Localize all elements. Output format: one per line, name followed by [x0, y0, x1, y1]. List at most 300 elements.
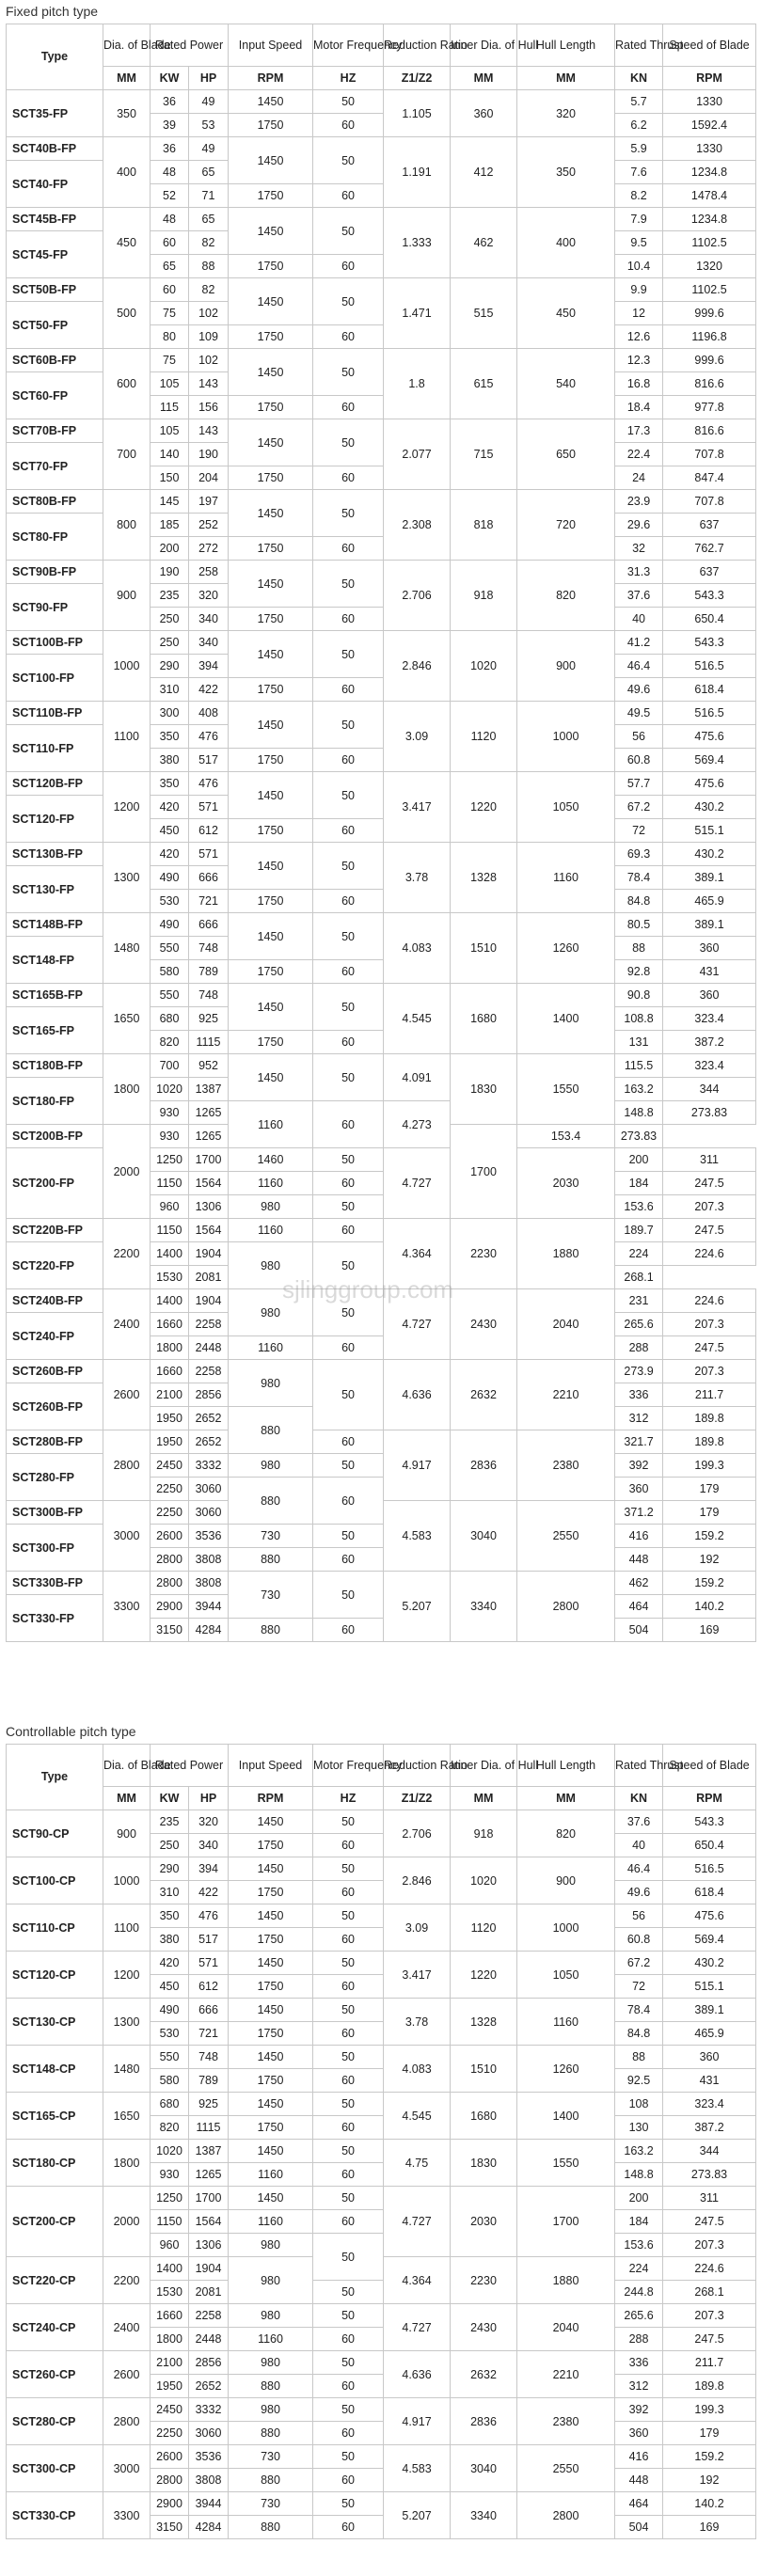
model-type-cell: SCT130-FP [7, 866, 103, 913]
table-cell: 2258 [189, 1313, 229, 1336]
table-cell: 450 [151, 819, 189, 843]
table-cell: 1306 [189, 1195, 229, 1219]
model-type-cell: SCT330-CP [7, 2492, 103, 2539]
table-cell: 145 [151, 490, 189, 514]
table-cell: 48 [151, 161, 189, 184]
table-cell: 4.727 [384, 2304, 451, 2351]
table-cell: 3300 [103, 2492, 151, 2539]
table-cell: 360 [615, 2422, 663, 2445]
table-cell: 36 [151, 137, 189, 161]
table-cell: 2430 [451, 2304, 517, 2351]
model-type-cell: SCT240-FP [7, 1313, 103, 1360]
model-type-cell: SCT300-FP [7, 1525, 103, 1572]
table-cell: 2836 [451, 2398, 517, 2445]
table-cell: 1320 [663, 255, 756, 278]
model-type-cell: SCT45-FP [7, 231, 103, 278]
table-cell: 224.6 [663, 2257, 756, 2281]
table-cell: 550 [151, 937, 189, 960]
table-cell: 1102.5 [663, 278, 756, 302]
table-cell: 60 [313, 396, 384, 419]
table-cell: 475.6 [663, 772, 756, 796]
table-cell: 637 [663, 514, 756, 537]
table-cell: 199.3 [663, 1454, 756, 1478]
table-cell: 1550 [517, 1054, 615, 1125]
table-cell: 880 [229, 1548, 313, 1572]
table-cell: 2632 [451, 1360, 517, 1430]
table-cell: 515 [451, 278, 517, 349]
model-type-cell: SCT90-FP [7, 584, 103, 631]
table-cell: 504 [615, 1619, 663, 1642]
table-cell: 250 [151, 1834, 189, 1857]
table-cell: 2230 [451, 1219, 517, 1289]
table-cell: 40 [615, 608, 663, 631]
table-cell: 235 [151, 584, 189, 608]
table-cell: 1800 [151, 1336, 189, 1360]
table-cell: 1050 [517, 772, 615, 843]
table-cell: 60 [313, 1834, 384, 1857]
table-cell: 2081 [189, 1266, 229, 1289]
table-cell: 50 [313, 208, 384, 255]
table-cell: 1510 [451, 2046, 517, 2093]
model-type-cell: SCT330B-FP [7, 1572, 103, 1595]
table-cell: 1830 [451, 1054, 517, 1125]
table-cell: 543.3 [663, 584, 756, 608]
table-cell: 721 [189, 890, 229, 913]
unit-cell: KW [151, 67, 189, 90]
table-cell: 108.8 [615, 1007, 663, 1031]
table-cell: 60 [313, 325, 384, 349]
table-cell: 1750 [229, 396, 313, 419]
table-cell: 60 [313, 2328, 384, 2351]
unit-cell: Z1/Z2 [384, 67, 451, 90]
table-cell: 153.6 [615, 2234, 663, 2257]
table-cell: 60 [313, 1881, 384, 1904]
table-cell: 2900 [151, 2492, 189, 2516]
table-cell: 516.5 [663, 655, 756, 678]
table-cell: 29.6 [615, 514, 663, 537]
table-cell: 252 [189, 514, 229, 537]
table-cell: 1904 [189, 1242, 229, 1266]
table-cell: 360 [615, 1478, 663, 1501]
model-type-cell: SCT280-CP [7, 2398, 103, 2445]
table-cell: 880 [229, 2422, 313, 2445]
table-cell: 500 [103, 278, 151, 349]
table-cell: 930 [151, 1101, 189, 1125]
table-cell: 569.4 [663, 749, 756, 772]
model-type-cell: SCT165B-FP [7, 984, 103, 1007]
table-row [7, 1360, 756, 1383]
table-cell: 224 [615, 1242, 663, 1266]
table-cell: 9.9 [615, 278, 663, 302]
table-cell: 4.083 [384, 913, 451, 984]
model-type-cell: SCT200-CP [7, 2187, 103, 2257]
table-cell: 1.471 [384, 278, 451, 349]
table-cell: 41.2 [615, 631, 663, 655]
table-cell: 1450 [229, 208, 313, 255]
table-cell: 1750 [229, 608, 313, 631]
table-cell: 2550 [517, 2445, 615, 2492]
table-cell: 109 [189, 325, 229, 349]
table-cell: 490 [151, 913, 189, 937]
table-cell: 50 [313, 137, 384, 184]
table-cell: 977.8 [663, 396, 756, 419]
table-cell: 247.5 [663, 2210, 756, 2234]
table-cell: 2400 [103, 1289, 151, 1360]
table-cell: 1450 [229, 1904, 313, 1928]
table-cell: 918 [451, 1810, 517, 1857]
table-cell: 2600 [151, 2445, 189, 2469]
table-cell: 105 [151, 419, 189, 443]
table-cell: 1115 [189, 2116, 229, 2140]
table-cell: 1387 [189, 1078, 229, 1101]
table-cell: 46.4 [615, 1857, 663, 1881]
table-cell: 50 [313, 984, 384, 1031]
table-cell: 448 [615, 1548, 663, 1572]
table-cell: 18.4 [615, 396, 663, 419]
table-cell: 360 [663, 984, 756, 1007]
table-row [7, 913, 756, 937]
table-cell: 1020 [451, 631, 517, 702]
table-cell: 179 [663, 1501, 756, 1525]
table-cell: 476 [189, 725, 229, 749]
table-cell: 462 [451, 208, 517, 278]
unit-cell: RPM [663, 1787, 756, 1810]
table-cell: 880 [229, 1619, 313, 1642]
header-row [7, 1745, 756, 1787]
table-cell: 268.1 [615, 1266, 663, 1289]
model-type-cell: SCT260B-FP [7, 1383, 103, 1430]
col-blade-speed-header: Speed of Blade [663, 1745, 756, 1787]
model-type-cell: SCT60B-FP [7, 349, 103, 372]
table-cell: 60 [313, 2516, 384, 2539]
model-type-cell: SCT220-CP [7, 2257, 103, 2304]
model-type-cell: SCT35-FP [7, 90, 103, 137]
unit-row [7, 67, 756, 90]
table-cell: 60 [313, 749, 384, 772]
table-cell: 265.6 [615, 1313, 663, 1336]
table-cell: 666 [189, 866, 229, 890]
table-cell: 1234.8 [663, 161, 756, 184]
table-cell: 207.3 [663, 2234, 756, 2257]
table-cell: 105 [151, 372, 189, 396]
table-cell: 1950 [151, 1430, 189, 1454]
table-cell: 67.2 [615, 1952, 663, 1975]
table-row [7, 1999, 756, 2022]
table-cell: 666 [189, 1999, 229, 2022]
table-cell: 52 [151, 184, 189, 208]
model-type-cell: SCT220B-FP [7, 1219, 103, 1242]
model-type-cell: SCT100-FP [7, 655, 103, 702]
table-cell: 2448 [189, 2328, 229, 2351]
table-cell: 153.6 [615, 1195, 663, 1219]
table-cell: 4.917 [384, 2398, 451, 2445]
table-cell: 115 [151, 396, 189, 419]
table-row [7, 137, 756, 161]
table-cell: 707.8 [663, 490, 756, 514]
table-cell: 1450 [229, 2140, 313, 2163]
table-cell: 389.1 [663, 1999, 756, 2022]
table-cell: 1750 [229, 678, 313, 702]
col-hull-length-header: Hull Length [517, 1745, 615, 1787]
table-cell: 247.5 [663, 1172, 756, 1195]
table-cell: 190 [151, 561, 189, 584]
table-cell: 980 [229, 1360, 313, 1407]
table-cell: 3040 [451, 2445, 517, 2492]
table-cell: 571 [189, 843, 229, 866]
table-cell: 50 [313, 1195, 384, 1219]
unit-cell: KN [615, 67, 663, 90]
table-cell: 60 [313, 960, 384, 984]
table-row [7, 561, 756, 584]
table-cell: 1700 [189, 1148, 229, 1172]
unit-cell: MM [451, 1787, 517, 1810]
table-cell: 23.9 [615, 490, 663, 514]
model-type-cell: SCT80-FP [7, 514, 103, 561]
table-cell: 197 [189, 490, 229, 514]
table-cell: 1450 [229, 90, 313, 114]
table-cell: 88 [615, 2046, 663, 2069]
table-cell: 82 [189, 231, 229, 255]
table-cell: 431 [663, 960, 756, 984]
table-cell: 412 [451, 137, 517, 208]
col-blade-dia-header: Dia. of Blade [103, 24, 151, 67]
table-cell: 1300 [103, 1999, 151, 2046]
table-cell: 2200 [103, 2257, 151, 2304]
table-cell: 360 [663, 2046, 756, 2069]
table-cell: 300 [151, 702, 189, 725]
table-cell: 1750 [229, 749, 313, 772]
model-type-cell: SCT120-CP [7, 1952, 103, 1999]
table-cell: 84.8 [615, 890, 663, 913]
model-type-cell: SCT200-FP [7, 1148, 103, 1219]
watermark: sjlinggroup.com [282, 1275, 454, 1304]
table-cell: 1450 [229, 419, 313, 466]
table-cell: 60 [313, 255, 384, 278]
table-cell: 1750 [229, 114, 313, 137]
table-cell: 420 [151, 843, 189, 866]
table-cell: 60 [151, 278, 189, 302]
table-cell: 60 [313, 608, 384, 631]
table-cell: 2448 [189, 1336, 229, 1360]
table-cell: 1750 [229, 890, 313, 913]
table-cell: 159.2 [663, 1572, 756, 1595]
model-type-cell: SCT50B-FP [7, 278, 103, 302]
table-cell: 1.8 [384, 349, 451, 419]
table-cell: 1196.8 [663, 325, 756, 349]
table-cell: 36 [151, 90, 189, 114]
table-cell: 1220 [451, 1952, 517, 1999]
table-cell: 60 [313, 1975, 384, 1999]
table-cell: 1830 [451, 2140, 517, 2187]
table-cell: 980 [229, 2398, 313, 2422]
unit-cell: MM [517, 67, 615, 90]
table-cell: 50 [313, 1148, 384, 1172]
table-cell: 4.583 [384, 1501, 451, 1572]
table-cell: 1450 [229, 1952, 313, 1975]
table-cell: 1450 [229, 984, 313, 1031]
table-cell: 1234.8 [663, 208, 756, 231]
table-cell: 930 [151, 2163, 189, 2187]
col-input-speed-header: Input Speed [229, 24, 313, 67]
table-cell: 465.9 [663, 890, 756, 913]
table-cell: 980 [229, 1289, 313, 1336]
table-cell: 32 [615, 537, 663, 561]
table-cell: 2600 [103, 2351, 151, 2398]
table-row [7, 2492, 756, 2516]
col-inner-dia-hull-header: Inner Dia. of Hull [451, 24, 517, 67]
table-cell: 50 [313, 913, 384, 960]
model-type-cell: SCT165-CP [7, 2093, 103, 2140]
table-cell: 1750 [229, 2069, 313, 2093]
table-cell: 2.846 [384, 631, 451, 702]
table-cell: 2836 [451, 1430, 517, 1501]
table-cell: 8.2 [615, 184, 663, 208]
table-cell: 730 [229, 1525, 313, 1548]
table-cell: 430.2 [663, 843, 756, 866]
table-cell: 189.8 [663, 1430, 756, 1454]
table-cell: 1460 [229, 1148, 313, 1172]
unit-cell: HP [189, 1787, 229, 1810]
table-cell: 50 [313, 2046, 384, 2069]
table-cell: 67.2 [615, 796, 663, 819]
model-type-cell: SCT70B-FP [7, 419, 103, 443]
table-cell: 1328 [451, 1999, 517, 2046]
table-cell: 569.4 [663, 1928, 756, 1952]
controllable-pitch-heading: Controllable pitch type [6, 1724, 136, 1739]
table-cell: 60 [151, 231, 189, 255]
table-cell: 2250 [151, 1478, 189, 1501]
table-cell: 350 [151, 725, 189, 749]
table-cell: 820 [517, 1810, 615, 1857]
table-cell: 1200 [103, 1952, 151, 1999]
table-cell: 1880 [517, 2257, 615, 2304]
table-cell: 1000 [517, 1904, 615, 1952]
table-cell: 50 [313, 1952, 384, 1975]
table-cell: 3340 [451, 2492, 517, 2539]
table-cell: 925 [189, 2093, 229, 2116]
table-cell: 140.2 [663, 1595, 756, 1619]
table-cell: 1660 [151, 1313, 189, 1336]
table-cell: 925 [189, 1007, 229, 1031]
table-cell: 1750 [229, 466, 313, 490]
col-blade-dia-header: Dia. of Blade [103, 1745, 151, 1787]
table-cell: 189.8 [663, 1407, 756, 1430]
table-cell: 50 [313, 1572, 384, 1619]
table-cell: 475.6 [663, 1904, 756, 1928]
table-cell: 250 [151, 608, 189, 631]
table-cell: 88 [189, 255, 229, 278]
table-cell: 1160 [517, 843, 615, 913]
col-hull-length-header: Hull Length [517, 24, 615, 67]
table-cell: 273.83 [615, 1125, 663, 1148]
table-cell: 637 [663, 561, 756, 584]
table-cell: 1330 [663, 137, 756, 161]
table-cell: 1000 [103, 631, 151, 702]
table-cell: 24 [615, 466, 663, 490]
model-type-cell: SCT300B-FP [7, 1501, 103, 1525]
unit-cell: KW [151, 1787, 189, 1810]
table-cell: 615 [451, 349, 517, 419]
unit-cell: MM [103, 67, 151, 90]
table-cell: 462 [615, 1572, 663, 1595]
table-cell: 60 [313, 1031, 384, 1054]
table-cell: 60 [313, 1101, 384, 1148]
table-cell: 273.83 [663, 1101, 756, 1125]
table-cell: 2040 [517, 1289, 615, 1360]
table-cell: 847.4 [663, 466, 756, 490]
table-cell: 50 [313, 490, 384, 537]
table-cell: 3300 [103, 1572, 151, 1642]
col-rated-thrust-header: Rated Thrust [615, 24, 663, 67]
model-type-cell: SCT180-CP [7, 2140, 103, 2187]
table-cell: 3000 [103, 1501, 151, 1572]
table-cell: 156 [189, 396, 229, 419]
table-cell: 999.6 [663, 349, 756, 372]
table-cell: 476 [189, 772, 229, 796]
table-cell: 4.545 [384, 2093, 451, 2140]
table-cell: 1750 [229, 184, 313, 208]
model-type-cell: SCT40B-FP [7, 137, 103, 161]
table-cell: 600 [103, 349, 151, 419]
table-cell: 1550 [517, 2140, 615, 2187]
table-cell: 3060 [189, 1501, 229, 1525]
table-cell: 3000 [103, 2445, 151, 2492]
table-cell: 3150 [151, 1619, 189, 1642]
unit-cell: Z1/Z2 [384, 1787, 451, 1810]
table-cell: 392 [615, 1454, 663, 1478]
table-cell: 2100 [151, 1383, 189, 1407]
table-row [7, 2046, 756, 2069]
table-cell: 580 [151, 960, 189, 984]
table-cell: 60 [313, 890, 384, 913]
table-cell: 92.5 [615, 2069, 663, 2093]
fixed-pitch-table [6, 24, 756, 1642]
table-cell: 235 [151, 1810, 189, 1834]
table-cell: 880 [229, 1478, 313, 1525]
col-type-header: Type [7, 1745, 103, 1810]
table-cell: 1450 [229, 1054, 313, 1101]
table-row [7, 984, 756, 1007]
table-cell: 530 [151, 890, 189, 913]
table-cell: 2040 [517, 2304, 615, 2351]
col-motor-frequency-header: Motor Frequency [313, 24, 384, 67]
model-type-cell: SCT60-FP [7, 372, 103, 419]
table-cell: 75 [151, 349, 189, 372]
table-cell: 1115 [189, 1031, 229, 1054]
table-cell: 389.1 [663, 866, 756, 890]
table-cell: 4.583 [384, 2445, 451, 2492]
table-cell: 464 [615, 1595, 663, 1619]
table-cell: 1750 [229, 255, 313, 278]
table-cell: 60 [313, 466, 384, 490]
table-cell: 350 [517, 137, 615, 208]
table-cell: 380 [151, 1928, 189, 1952]
model-type-cell: SCT165-FP [7, 1007, 103, 1054]
table-cell: 50 [313, 2187, 384, 2210]
table-cell: 350 [151, 772, 189, 796]
header-row [7, 24, 756, 67]
table-cell: 680 [151, 1007, 189, 1031]
table-cell: 1650 [103, 984, 151, 1054]
table-row [7, 2140, 756, 2163]
table-cell: 321.7 [615, 1430, 663, 1454]
table-cell: 1450 [229, 631, 313, 678]
table-cell: 450 [103, 208, 151, 278]
table-cell: 465.9 [663, 2022, 756, 2046]
table-cell: 430.2 [663, 796, 756, 819]
table-cell: 56 [615, 1904, 663, 1928]
model-type-cell: SCT148-FP [7, 937, 103, 984]
